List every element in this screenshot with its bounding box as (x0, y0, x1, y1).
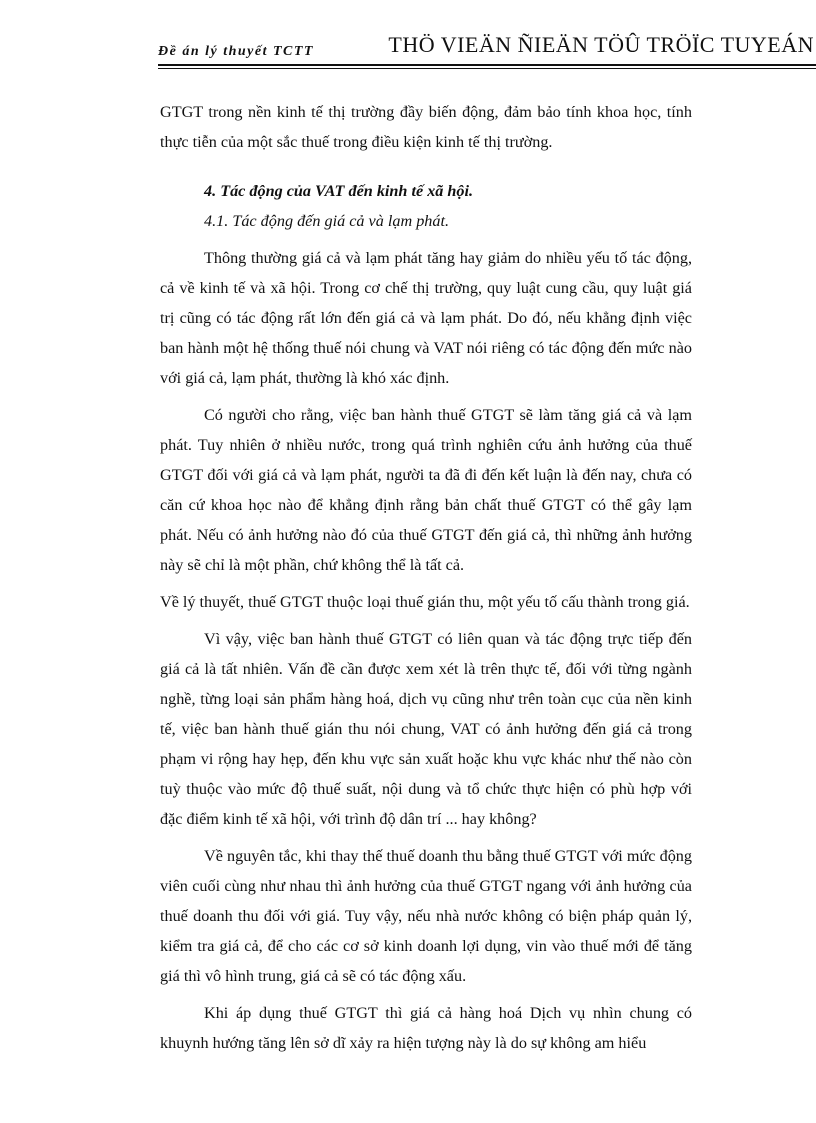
paragraph-1: Thông thường giá cả và lạm phát tăng hay giảm do nhiều yếu tố tác động, cả về kinh tế và xã hội. Trong cơ chế thị trường, quy luật cung cầu, quy luật giá trị cũng có tác động rất lớn đến giá cả và lạm phát. Do đó, nếu khẳng định việc ban hành một hệ thống thuế nói chung và VAT nói riêng có tác động đến mức nào với giá cả, lạm phát, thường là khó xác định. (160, 249, 692, 387)
paragraph-continued: GTGT trong nền kinh tế thị trường đầy biến động, đảm bảo tính khoa học, tính thực tiễn của một sắc thuế trong điều kiện kinh tế thị trường. (160, 103, 692, 151)
paragraph-5: Về nguyên tắc, khi thay thế thuế doanh thu bằng thuế GTGT với mức động viên cuối cùng như nhau thì ảnh hưởng của thuế GTGT ngang với ảnh hưởng của thuế doanh thu đối với giá. Tuy vậy, nếu nhà nước không có biện pháp quản lý, kiểm tra giá cả, để cho các cơ sở kinh doanh lợi dụng, vin vào thuế mới để tăng giá thì vô hình trung, giá cả sẽ có tác động xấu. (160, 847, 692, 985)
paragraph-6: Khi áp dụng thuế GTGT thì giá cả hàng hoá Dịch vụ nhìn chung có khuynh hướng tăng lên sở dĩ xảy ra hiện tượng này là do sự không am hiểu (160, 1004, 692, 1052)
paragraph-3: Về lý thuyết, thuế GTGT thuộc loại thuế gián thu, một yếu tố cấu thành trong giá. (160, 593, 690, 611)
header-rule (158, 64, 816, 69)
header-library-name: THÖ VIEÄN ÑIEÄN TÖÛ TRÖÏC TUYEÁN (388, 32, 814, 57)
paragraph-4: Vì vậy, việc ban hành thuế GTGT có liên quan và tác động trực tiếp đến giá cả là tất nhiên. Vấn đề cần được xem xét là trên thực tế, đối với từng ngành nghề, từng loại sản phẩm hàng hoá, dịch vụ cũng như trên toàn cục của nền kinh tế, việc ban hành thuế gián thu nói chung, VAT có ảnh hưởng đến giá cả trong phạm vi rộng hay hẹp, đến khu vực sản xuất hoặc khu vực khác như thế nào còn tuỳ thuộc vào mức độ thuế suất, nội dung và tổ chức thực hiện có phù hợp với đặc điểm kinh tế xã hội, với trình độ dân trí ... hay không? (160, 630, 692, 828)
subsection-heading-4-1: 4.1. Tác động đến giá cả và lạm phát. (204, 212, 450, 230)
page-body (160, 97, 692, 1058)
paragraph-2: Có người cho rằng, việc ban hành thuế GTGT sẽ làm tăng giá cả và lạm phát. Tuy nhiên ở nhiều nước, trong quá trình nghiên cứu ảnh hưởng của thuế GTGT đối với giá cả và lạm phát, người ta đã đi đến kết luận là đến nay, chưa có căn cứ khoa học nào để khẳng định rằng bản chất thuế GTGT có thể gây lạm phát. Nếu có ảnh hưởng nào đó của thuế GTGT đến giá cả, thì những ảnh hưởng này sẽ chỉ là một phần, chứ không thể là tất cả. (160, 406, 692, 574)
header-document-title: Đề án lý thuyết TCTT (158, 44, 314, 59)
page-header (158, 26, 816, 66)
section-heading-4: 4. Tác động của VAT đến kinh tế xã hội. (204, 182, 474, 200)
